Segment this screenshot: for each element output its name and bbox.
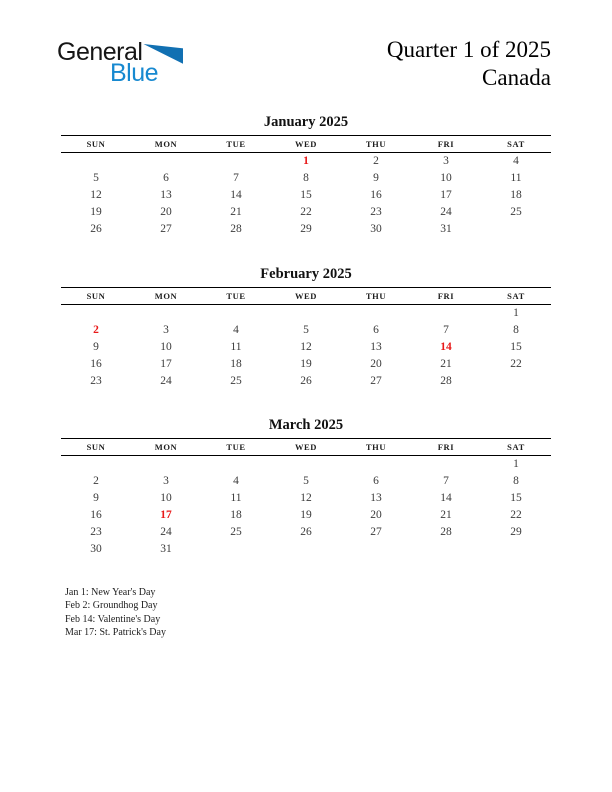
empty-day-cell — [271, 541, 341, 558]
week-row — [61, 204, 551, 221]
holiday-note: Feb 2: Groundhog Day — [65, 600, 158, 612]
day-cell: 8 — [303, 172, 309, 185]
logo-text-blue: Blue — [110, 59, 159, 87]
day-cell: 20 — [370, 357, 382, 370]
week-row — [61, 153, 551, 170]
week-row — [61, 321, 551, 338]
day-cell: 10 — [160, 492, 172, 505]
day-header: WED — [294, 290, 318, 301]
week-row — [61, 490, 551, 507]
title-country: Canada — [482, 65, 551, 91]
day-cell: 27 — [160, 223, 172, 236]
day-cell: 31 — [160, 543, 172, 556]
day-cell: 8 — [513, 323, 519, 336]
month-section — [61, 417, 551, 558]
day-cell: 24 — [160, 374, 172, 387]
day-cell: 29 — [300, 223, 312, 236]
empty-day-cell — [481, 372, 551, 389]
day-cell: 11 — [510, 172, 522, 185]
logo — [57, 36, 183, 86]
day-cell: 7 — [443, 323, 449, 336]
title-quarter: Quarter 1 of 2025 — [386, 37, 551, 62]
day-cell: 10 — [160, 340, 172, 353]
day-cell: 6 — [373, 475, 379, 488]
day-cell: 26 — [300, 374, 312, 387]
day-cell: 11 — [230, 492, 242, 505]
day-cell: 24 — [440, 206, 452, 219]
month-section — [61, 266, 551, 390]
day-cell: 25 — [230, 526, 242, 539]
week-row — [61, 473, 551, 490]
day-cell: 26 — [300, 526, 312, 539]
week-row — [61, 187, 551, 204]
day-cell: 6 — [373, 323, 379, 336]
day-cell: 28 — [440, 374, 452, 387]
empty-day-cell — [341, 541, 411, 558]
week-row — [61, 221, 551, 238]
page-title — [387, 36, 551, 92]
day-header: FRI — [437, 442, 455, 453]
day-cell: 22 — [510, 357, 522, 370]
day-cell: 13 — [370, 340, 382, 353]
empty-day-cell — [201, 153, 271, 170]
day-header-row — [61, 439, 551, 456]
day-header: SAT — [507, 442, 525, 453]
months-container — [61, 114, 551, 558]
day-header: SAT — [507, 139, 525, 150]
day-cell: 14 — [230, 189, 242, 202]
day-header: THU — [365, 139, 387, 150]
empty-day-cell — [341, 304, 411, 321]
day-cell: 16 — [90, 509, 102, 522]
day-header: THU — [365, 290, 387, 301]
day-cell: 27 — [370, 526, 382, 539]
empty-day-cell — [201, 541, 271, 558]
day-cell: 20 — [370, 509, 382, 522]
empty-day-cell — [411, 541, 481, 558]
empty-day-cell — [481, 541, 551, 558]
week-row — [61, 541, 551, 558]
day-cell: 15 — [510, 340, 522, 353]
day-cell: 7 — [233, 172, 239, 185]
empty-day-cell — [61, 153, 131, 170]
day-header-row — [61, 136, 551, 153]
day-cell: 3 — [163, 475, 169, 488]
day-header: WED — [294, 139, 318, 150]
day-cell: 3 — [443, 155, 449, 168]
logo-text-general: General — [57, 38, 143, 66]
holiday-note: Jan 1: New Year's Day — [65, 586, 156, 598]
day-cell: 18 — [230, 357, 242, 370]
day-cell: 2 — [93, 475, 99, 488]
day-cell: 1 — [513, 306, 519, 319]
week-row — [61, 456, 551, 473]
month-table — [61, 438, 551, 558]
day-cell: 28 — [440, 526, 452, 539]
empty-day-cell — [201, 456, 271, 473]
day-cell: 29 — [510, 526, 522, 539]
day-cell: 23 — [90, 374, 102, 387]
day-cell: 25 — [230, 374, 242, 387]
day-cell: 19 — [90, 206, 102, 219]
empty-day-cell — [131, 153, 201, 170]
day-cell: 9 — [373, 172, 379, 185]
page-header — [0, 0, 612, 92]
day-header: THU — [365, 442, 387, 453]
week-row — [61, 304, 551, 321]
day-cell: 7 — [443, 475, 449, 488]
day-header: FRI — [437, 290, 455, 301]
day-cell: 11 — [230, 340, 242, 353]
day-cell: 5 — [303, 475, 309, 488]
day-cell: 20 — [160, 206, 172, 219]
day-cell: 22 — [510, 509, 522, 522]
empty-day-cell — [271, 304, 341, 321]
day-header: SUN — [86, 139, 106, 150]
week-row — [61, 372, 551, 389]
day-cell: 21 — [230, 206, 242, 219]
holiday-day-cell: 14 — [440, 340, 452, 353]
day-cell: 5 — [93, 172, 99, 185]
day-header: MON — [154, 290, 178, 301]
week-row — [61, 507, 551, 524]
holiday-note: Mar 17: St. Patrick's Day — [65, 627, 166, 639]
day-header: WED — [294, 442, 318, 453]
month-section — [61, 114, 551, 238]
day-cell: 23 — [370, 206, 382, 219]
day-cell: 4 — [513, 155, 519, 168]
day-cell: 25 — [510, 206, 522, 219]
empty-day-cell — [61, 304, 131, 321]
empty-day-cell — [61, 456, 131, 473]
month-table — [61, 287, 551, 390]
day-cell: 21 — [440, 357, 452, 370]
month-table — [61, 135, 551, 238]
empty-day-cell — [341, 456, 411, 473]
day-cell: 10 — [440, 172, 452, 185]
day-header: TUE — [226, 139, 246, 150]
day-cell: 12 — [300, 492, 312, 505]
day-cell: 17 — [440, 189, 452, 202]
month-title: February 2025 — [260, 265, 352, 282]
week-row — [61, 524, 551, 541]
day-cell: 26 — [90, 223, 102, 236]
day-header: TUE — [226, 290, 246, 301]
day-cell: 19 — [300, 357, 312, 370]
day-cell: 12 — [90, 189, 102, 202]
holiday-note: Feb 14: Valentine's Day — [65, 613, 161, 625]
month-title: January 2025 — [263, 114, 349, 131]
day-header: SAT — [507, 290, 525, 301]
day-cell: 31 — [440, 223, 452, 236]
day-cell: 2 — [373, 155, 379, 168]
day-cell: 3 — [163, 323, 169, 336]
day-cell: 30 — [370, 223, 382, 236]
month-title: March 2025 — [268, 417, 344, 434]
day-cell: 19 — [300, 509, 312, 522]
day-header: TUE — [226, 442, 246, 453]
day-cell: 4 — [233, 475, 239, 488]
calendar-area — [61, 114, 551, 640]
holiday-day-cell: 1 — [303, 155, 309, 168]
empty-day-cell — [481, 221, 551, 238]
day-header-row — [61, 287, 551, 304]
day-cell: 18 — [510, 189, 522, 202]
day-cell: 9 — [93, 492, 99, 505]
day-cell: 1 — [513, 458, 519, 471]
day-header: SUN — [86, 290, 106, 301]
day-cell: 13 — [370, 492, 382, 505]
day-cell: 24 — [160, 526, 172, 539]
day-cell: 9 — [93, 340, 99, 353]
day-cell: 27 — [370, 374, 382, 387]
holiday-day-cell: 2 — [93, 323, 99, 336]
day-header: MON — [154, 442, 178, 453]
day-cell: 16 — [90, 357, 102, 370]
empty-day-cell — [271, 456, 341, 473]
day-cell: 5 — [303, 323, 309, 336]
week-row — [61, 355, 551, 372]
holiday-day-cell: 17 — [160, 509, 172, 522]
empty-day-cell — [411, 456, 481, 473]
day-cell: 16 — [370, 189, 382, 202]
week-row — [61, 170, 551, 187]
day-cell: 13 — [160, 189, 172, 202]
day-cell: 6 — [163, 172, 169, 185]
day-cell: 17 — [160, 357, 172, 370]
day-header: SUN — [86, 442, 106, 453]
day-cell: 18 — [230, 509, 242, 522]
empty-day-cell — [411, 304, 481, 321]
day-header: FRI — [437, 139, 455, 150]
empty-day-cell — [201, 304, 271, 321]
day-cell: 23 — [90, 526, 102, 539]
empty-day-cell — [131, 304, 201, 321]
holiday-notes-list — [61, 586, 551, 640]
day-cell: 15 — [300, 189, 312, 202]
day-cell: 14 — [440, 492, 452, 505]
day-cell: 21 — [440, 509, 452, 522]
week-row — [61, 338, 551, 355]
day-header: MON — [154, 139, 178, 150]
day-cell: 4 — [233, 323, 239, 336]
day-cell: 12 — [300, 340, 312, 353]
empty-day-cell — [131, 456, 201, 473]
day-cell: 30 — [90, 543, 102, 556]
day-cell: 8 — [513, 475, 519, 488]
day-cell: 28 — [230, 223, 242, 236]
day-cell: 22 — [300, 206, 312, 219]
day-cell: 15 — [510, 492, 522, 505]
